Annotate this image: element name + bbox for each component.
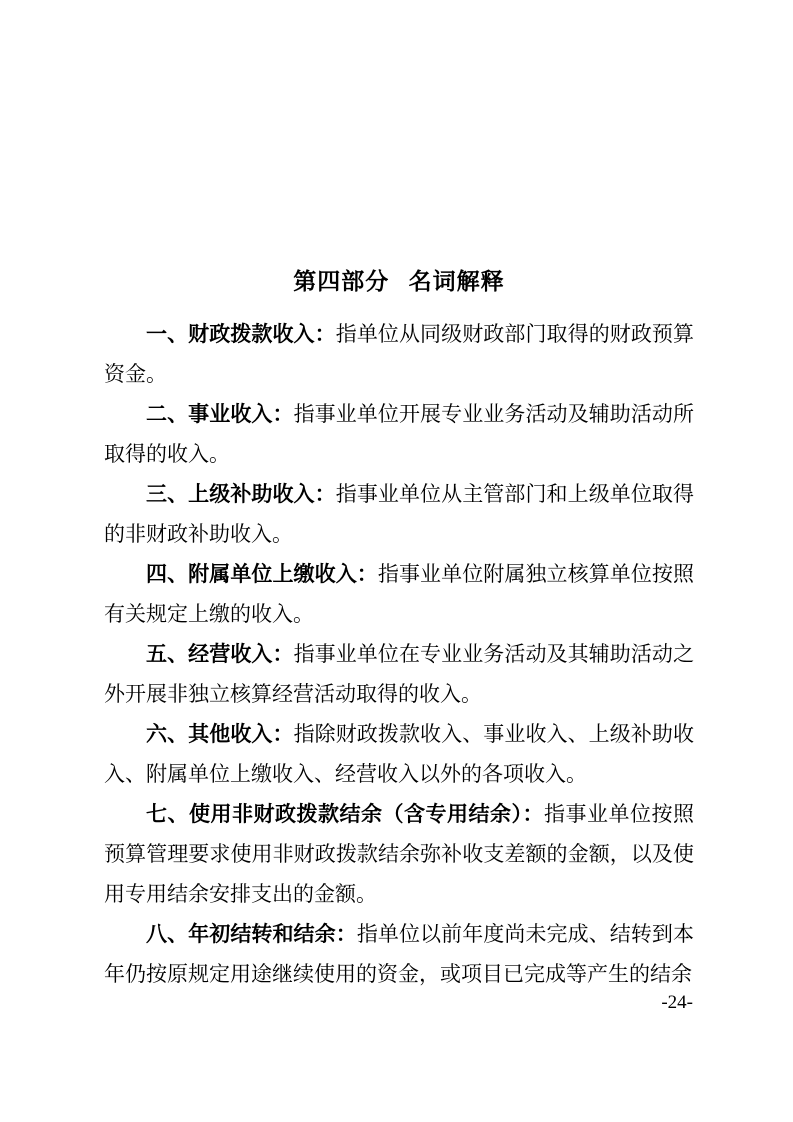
definition-term: 七、使用非财政拨款结余（含专用结余）：	[146, 802, 544, 826]
definition-text: 指事业单位按照预算管理要求使用非财政拨款结余弥补收支差额的金额，以及使用专用结余安排支出的金额。	[104, 802, 694, 906]
definition-term: 四、附属单位上缴收入：	[146, 562, 378, 586]
definition-term: 八、年初结转和结余：	[146, 922, 357, 946]
page-number: -24-	[661, 992, 693, 1013]
definition-term: 一、财政拨款收入：	[146, 322, 336, 346]
definition-text: 指事业单位开展专业业务活动及辅助活动所取得的收入。	[104, 402, 695, 466]
definition-text: 指除财政拨款收入、事业收入、上级补助收入、附属单位上缴收入、经营收入以外的各项收入。	[104, 722, 695, 786]
definition-item	[104, 634, 694, 714]
definition-text: 指事业单位附属独立核算单位按照有关规定上缴的收入。	[104, 562, 695, 626]
definition-text: 指单位从同级财政部门取得的财政预算资金。	[104, 322, 695, 386]
page-title: 第四部分 名词解释	[293, 268, 505, 294]
definition-term: 六、其他收入：	[146, 722, 294, 746]
definition-item	[104, 394, 694, 474]
definition-item	[104, 714, 694, 794]
definition-term: 五、经营收入：	[146, 642, 294, 666]
definition-term: 二、事业收入：	[146, 402, 294, 426]
definition-item	[104, 554, 694, 634]
definition-item	[104, 474, 694, 554]
definition-text: 指事业单位在专业业务活动及其辅助活动之外开展非独立核算经营活动取得的收入。	[104, 642, 695, 706]
definition-item	[104, 314, 694, 394]
definition-text: 指事业单位从主管部门和上级单位取得的非财政补助收入。	[104, 482, 695, 546]
definition-item	[104, 914, 694, 994]
page-content	[104, 262, 694, 994]
definition-item	[104, 794, 694, 914]
definition-text: 指单位以前年度尚未完成、结转到本年仍按原规定用途继续使用的资金，或项目已完成等产生的结余	[104, 922, 695, 986]
definition-term: 三、上级补助收入：	[146, 482, 336, 506]
